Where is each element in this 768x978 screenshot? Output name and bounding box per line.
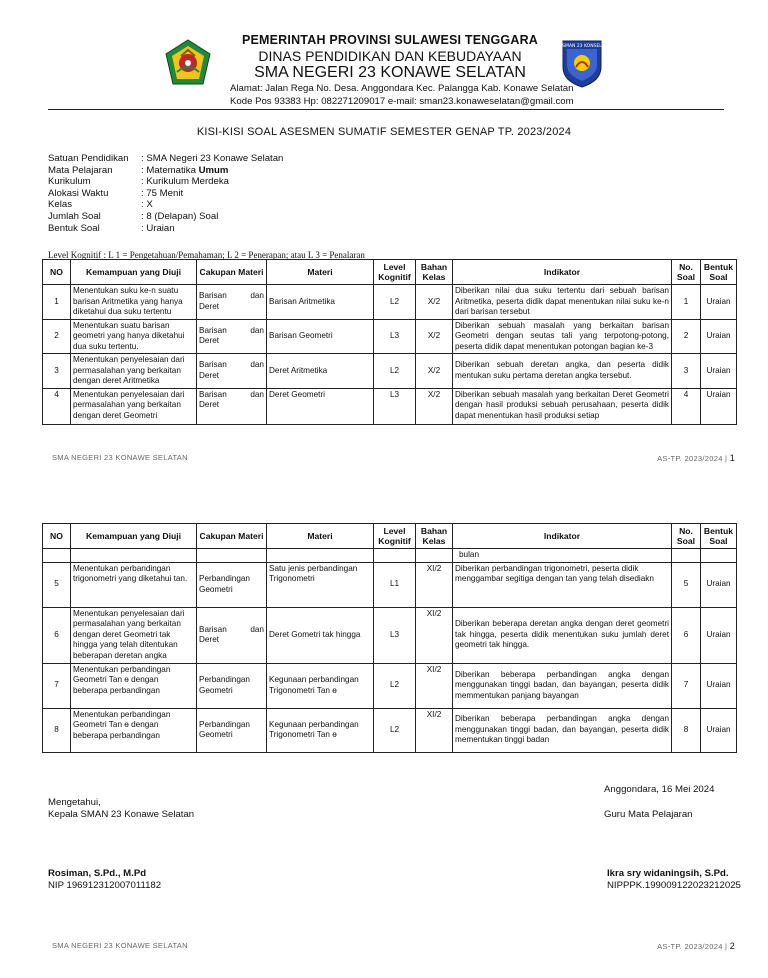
info-key: Alokasi Waktu xyxy=(48,187,109,199)
footer-code: AS-TP. 2023/2024 | xyxy=(657,454,730,463)
kepala-name: Rosiman, S.Pd., M.Pd xyxy=(48,868,147,879)
cell-indikator: Diberikan sebuah deretan angka, dan peserta didik mentukan suku pertama deretan angka tersebut. xyxy=(453,354,672,389)
letterhead-line2: DINAS PENDIDIKAN DAN KEBUDAYAAN xyxy=(258,48,522,64)
address-line2: Kode Pos 93383 Hp: 082271209017 e-mail: sman23.konaweselatan@gmail.com xyxy=(230,96,574,107)
cell-nosoal: 5 xyxy=(672,562,701,607)
cell-bentuk: Uraian xyxy=(701,319,737,354)
cell-bentuk: Uraian xyxy=(701,562,737,607)
cell-cakupan xyxy=(197,388,267,424)
footer-code: AS-TP. 2023/2024 | xyxy=(657,942,730,951)
info-value: : 8 (Delapan) Soal xyxy=(141,210,219,222)
col-header: Bahan Kelas xyxy=(416,524,453,549)
info-key: Mata Pelajaran xyxy=(48,164,113,176)
cell-empty xyxy=(701,549,737,563)
cell-bahan: X/2 xyxy=(416,354,453,389)
cell-materi: Deret Geometri xyxy=(267,388,374,424)
table-row xyxy=(43,388,737,424)
cell-kemampuan: Menentukan perbandingan Geometri Tan ɵ dengan beberapa perbandingan xyxy=(71,663,197,708)
footer-school: SMA NEGERI 23 KONAWE SELATAN xyxy=(52,941,188,950)
table-row xyxy=(43,354,737,389)
cell-empty xyxy=(43,549,71,563)
cell-bentuk: Uraian xyxy=(701,285,737,320)
cell-empty xyxy=(267,549,374,563)
info-row xyxy=(48,176,283,188)
cell-level: L3 xyxy=(374,607,416,663)
cell-bahan: X/2 xyxy=(416,388,453,424)
cell-bentuk: Uraian xyxy=(701,663,737,708)
letterhead-divider xyxy=(48,109,724,110)
info-row xyxy=(48,199,283,211)
table-row xyxy=(43,562,737,607)
col-header: Kemampuan yang Diuji xyxy=(71,524,197,549)
footer-school: SMA NEGERI 23 KONAWE SELATAN xyxy=(52,453,188,462)
info-value xyxy=(141,165,228,177)
page-footer xyxy=(52,453,735,463)
cell-kemampuan: Menentukan suatu barisan geometri yang hanya diketahui dua suku tertentu. xyxy=(71,319,197,354)
cell-no: 2 xyxy=(43,319,71,354)
cell-bentuk: Uraian xyxy=(701,607,737,663)
place-date: Anggondara, 16 Mei 2024 xyxy=(604,784,715,795)
kepala-nip: NIP 196912312007011182 xyxy=(48,880,162,891)
cell-nosoal: 3 xyxy=(672,354,701,389)
cell-bentuk: Uraian xyxy=(701,354,737,389)
info-row xyxy=(48,211,283,223)
col-header: Bentuk Soal xyxy=(701,524,737,549)
cell-cakupan xyxy=(197,319,267,354)
col-header: No. Soal xyxy=(672,260,701,285)
cell-level: L2 xyxy=(374,354,416,389)
cell-cakupan xyxy=(197,607,267,663)
table-row xyxy=(43,708,737,752)
guru-title: Guru Mata Pelajaran xyxy=(604,809,693,820)
cell-cakupan: Perbandingan Geometri xyxy=(197,562,267,607)
cell-bahan: XI/2 xyxy=(416,708,453,752)
cakupan-word: Barisan xyxy=(199,291,227,301)
info-key: Bentuk Soal xyxy=(48,222,100,234)
cell-nosoal: 6 xyxy=(672,607,701,663)
info-key: Kelas xyxy=(48,199,72,211)
cakupan-word: Deret xyxy=(199,370,220,380)
col-header: Materi xyxy=(267,524,374,549)
letterhead xyxy=(220,33,560,82)
cakupan-word: Barisan xyxy=(199,360,227,370)
cell-indikator: Diberikan nilai dua suku tertentu dari sebuah barisan Aritmetika, peserta didik dapat menentukan nilai suku ke-n dari barisan tersebut xyxy=(453,285,672,320)
col-header: No. Soal xyxy=(672,524,701,549)
cakupan-word: Deret xyxy=(199,400,220,409)
table-row xyxy=(43,663,737,708)
cell-kemampuan: Menentukan penyelesaian dari permasalahan yang berkaitan dengan deret Geometri tak hingga yang telah ditentukan beberapan deretan angka xyxy=(71,607,197,663)
col-header: Cakupan Materi xyxy=(197,524,267,549)
cell-bentuk: Uraian xyxy=(701,388,737,424)
info-value: : Uraian xyxy=(141,222,175,234)
cell-empty xyxy=(374,549,416,563)
cell-no: 5 xyxy=(43,562,71,607)
cell-cakupan xyxy=(197,285,267,320)
col-header: Bahan Kelas xyxy=(416,260,453,285)
cell-indikator: Diberikan beberapa perbandingan angka dengan menggunakan tinggi badan, dan bayangan, peserta didik memmentukan panjang bayangan xyxy=(453,663,672,708)
info-row xyxy=(48,223,283,235)
col-header: Indikator xyxy=(453,260,672,285)
cell-indikator: Diberikan sebuah masalah yang berkaitan Deret Geometri dengan hasil produksi sebuah perusahaan, peserta didik dapat menentukan hasil produksi setiap xyxy=(453,388,672,424)
info-value: : Kurikulum Merdeka xyxy=(141,176,229,188)
cell-cakupan: Perbandingan Geometri xyxy=(197,708,267,752)
table-header-row xyxy=(43,260,737,285)
cell-bahan: X/2 xyxy=(416,285,453,320)
info-key: Satuan Pendidikan xyxy=(48,153,129,164)
cell-empty xyxy=(416,549,453,563)
cell-bentuk: Uraian xyxy=(701,708,737,752)
cell-empty xyxy=(197,549,267,563)
cell-indikator: Diberikan beberapa deretan angka dengan deret geometri tak hingga, peserta didik menentukan suku jumlah deret geometri tak hingga. xyxy=(453,607,672,663)
cell-indikator: Diberikan beberapa perbandingan angka dengan menggunakan tinggi badan, dan bayangan, peserta didik mementukan tinggi badan xyxy=(453,708,672,752)
cell-kemampuan: Menentukan perbandingan Geometri Tan ɵ dengan beberapa perbandingan xyxy=(71,708,197,752)
cell-level: L2 xyxy=(374,708,416,752)
cell-level: L1 xyxy=(374,562,416,607)
cell-bahan: X/2 xyxy=(416,319,453,354)
col-header: Kemampuan yang Diuji xyxy=(71,260,197,285)
cell-bahan: XI/2 xyxy=(416,663,453,708)
info-row xyxy=(48,153,283,165)
cell-no: 8 xyxy=(43,708,71,752)
cakupan-word: Deret xyxy=(199,336,220,346)
cakupan-word: Barisan xyxy=(199,389,227,399)
page-number: 1 xyxy=(729,453,735,463)
school-emblem-text: SMAN 23 KONSEL xyxy=(562,44,602,49)
identity-info xyxy=(48,153,283,234)
cell-cakupan xyxy=(197,354,267,389)
cell-nosoal: 8 xyxy=(672,708,701,752)
footer-right xyxy=(657,941,735,951)
guru-name: Ikra sry widaningsih, S.Pd. xyxy=(607,868,729,879)
cakupan-word: dan xyxy=(250,389,264,399)
kepala-title: Kepala SMAN 23 Konawe Selatan xyxy=(48,809,195,820)
col-header: Level Kognitif xyxy=(374,524,416,549)
cell-materi: Satu jenis perbandingan Trigonometri xyxy=(267,562,374,607)
cell-nosoal: 1 xyxy=(672,285,701,320)
cell-bahan: XI/2 xyxy=(416,562,453,607)
info-value: : X xyxy=(141,199,153,211)
cell-materi: Kegunaan perbandingan Trigonometri Tan ɵ xyxy=(267,663,374,708)
table-header-row xyxy=(43,524,737,549)
mengetahui-label: Mengetahui, xyxy=(48,797,101,808)
address-line1: Alamat: Jalan Rega No. Desa. Anggondara Kec. Palangga Kab. Konawe Selatan xyxy=(230,83,574,94)
page-number: 2 xyxy=(729,941,735,951)
cakupan-word: dan xyxy=(250,291,264,301)
regency-emblem-icon xyxy=(163,38,213,88)
info-value: : SMA Negeri 23 Konawe Selatan xyxy=(141,153,284,164)
cell-nosoal: 4 xyxy=(672,388,701,424)
cakupan-word: dan xyxy=(250,325,264,335)
info-value-text: : Matematika xyxy=(141,164,199,176)
cakupan-word: Deret xyxy=(199,635,220,644)
letterhead-line1: PEMERINTAH PROVINSI SULAWESI TENGGARA xyxy=(241,33,539,47)
cell-no: 6 xyxy=(43,607,71,663)
cell-indikator-continuation: bulan xyxy=(453,549,672,563)
cell-indikator: Diberikan perbandingan trigonometri, peserta didik menggambar segitiga dengan tan yang telah disediakn xyxy=(453,562,672,607)
cakupan-word: Barisan xyxy=(199,325,227,335)
cell-materi: Kegunaan perbandingan Trigonometri Tan ɵ xyxy=(267,708,374,752)
cell-kemampuan: Menentukan perbandingan trigonometri yang diketahui tan. xyxy=(71,562,197,607)
guru-nip: NIPPPK.199009122023212025 xyxy=(607,880,741,891)
cell-nosoal: 7 xyxy=(672,663,701,708)
info-key: Jumlah Soal xyxy=(48,210,101,222)
info-row xyxy=(48,165,283,177)
col-header: Cakupan Materi xyxy=(197,260,267,285)
cell-level: L2 xyxy=(374,285,416,320)
cell-level: L3 xyxy=(374,319,416,354)
page-footer xyxy=(52,941,735,951)
cell-indikator: Diberikan sebuah masalah yang berkaitan barisan Geometri dengan seutas tali yang terpotong-potong, peserta didik dapat menentukan potongan bagian ke-3 xyxy=(453,319,672,354)
table-row xyxy=(43,285,737,320)
table-row-continuation xyxy=(43,549,737,563)
cakupan-word: dan xyxy=(250,360,264,370)
letterhead-line3: SMA NEGERI 23 KONAWE SELATAN xyxy=(254,64,526,81)
cell-kemampuan: Menentukan penyelesaian dari permasalahan yang berkaitan dengan deret Geometri xyxy=(71,388,197,424)
info-key: Kurikulum xyxy=(48,176,91,188)
letterhead-address xyxy=(230,82,574,108)
cell-materi: Deret Aritmetika xyxy=(267,354,374,389)
cakupan-word: Barisan xyxy=(199,624,227,634)
level-note: Level Kognitif : L 1 = Pengetahuan/Pemahaman; L 2 = Penerapan; atau L 3 = Penalaran xyxy=(48,250,365,260)
cell-no: 3 xyxy=(43,354,71,389)
cell-materi: Barisan Aritmetika xyxy=(267,285,374,320)
cell-kemampuan: Menentukan suku ke-n suatu barisan Aritmetika yang hanya diketahui dua suku tertentu xyxy=(71,285,197,320)
cell-no: 4 xyxy=(43,388,71,424)
col-header: NO xyxy=(43,524,71,549)
col-header: Materi xyxy=(267,260,374,285)
info-value: : 75 Menit xyxy=(141,187,184,199)
cakupan-word: Deret xyxy=(199,301,220,311)
cell-materi: Barisan Geometri xyxy=(267,319,374,354)
info-value-bold: Umum xyxy=(198,164,229,176)
kisi-table-page2 xyxy=(42,523,737,753)
cell-no: 1 xyxy=(43,285,71,320)
cell-nosoal: 2 xyxy=(672,319,701,354)
info-row xyxy=(48,188,283,200)
table-row xyxy=(43,607,737,663)
cell-no: 7 xyxy=(43,663,71,708)
col-header: NO xyxy=(43,260,71,285)
cell-bahan: XI/2 xyxy=(416,607,453,663)
cell-kemampuan: Menentukan penyelesaian dari permasalahan yang berkaitan dengan deret Aritmetika xyxy=(71,354,197,389)
cell-empty xyxy=(672,549,701,563)
col-header: Bentuk Soal xyxy=(701,260,737,285)
cakupan-word: dan xyxy=(250,624,264,634)
kisi-table-page1 xyxy=(42,259,737,425)
document-title: KISI-KISI SOAL ASESMEN SUMATIF SEMESTER GENAP TP. 2023/2024 xyxy=(196,126,572,138)
cell-level: L2 xyxy=(374,663,416,708)
cell-materi: Deret Gometri tak hingga xyxy=(267,607,374,663)
col-header: Indikator xyxy=(453,524,672,549)
cell-level: L3 xyxy=(374,388,416,424)
table-row xyxy=(43,319,737,354)
cell-cakupan: Perbandingan Geometri xyxy=(197,663,267,708)
footer-right xyxy=(657,453,735,463)
col-header: Level Kognitif xyxy=(374,260,416,285)
cell-empty xyxy=(71,549,197,563)
